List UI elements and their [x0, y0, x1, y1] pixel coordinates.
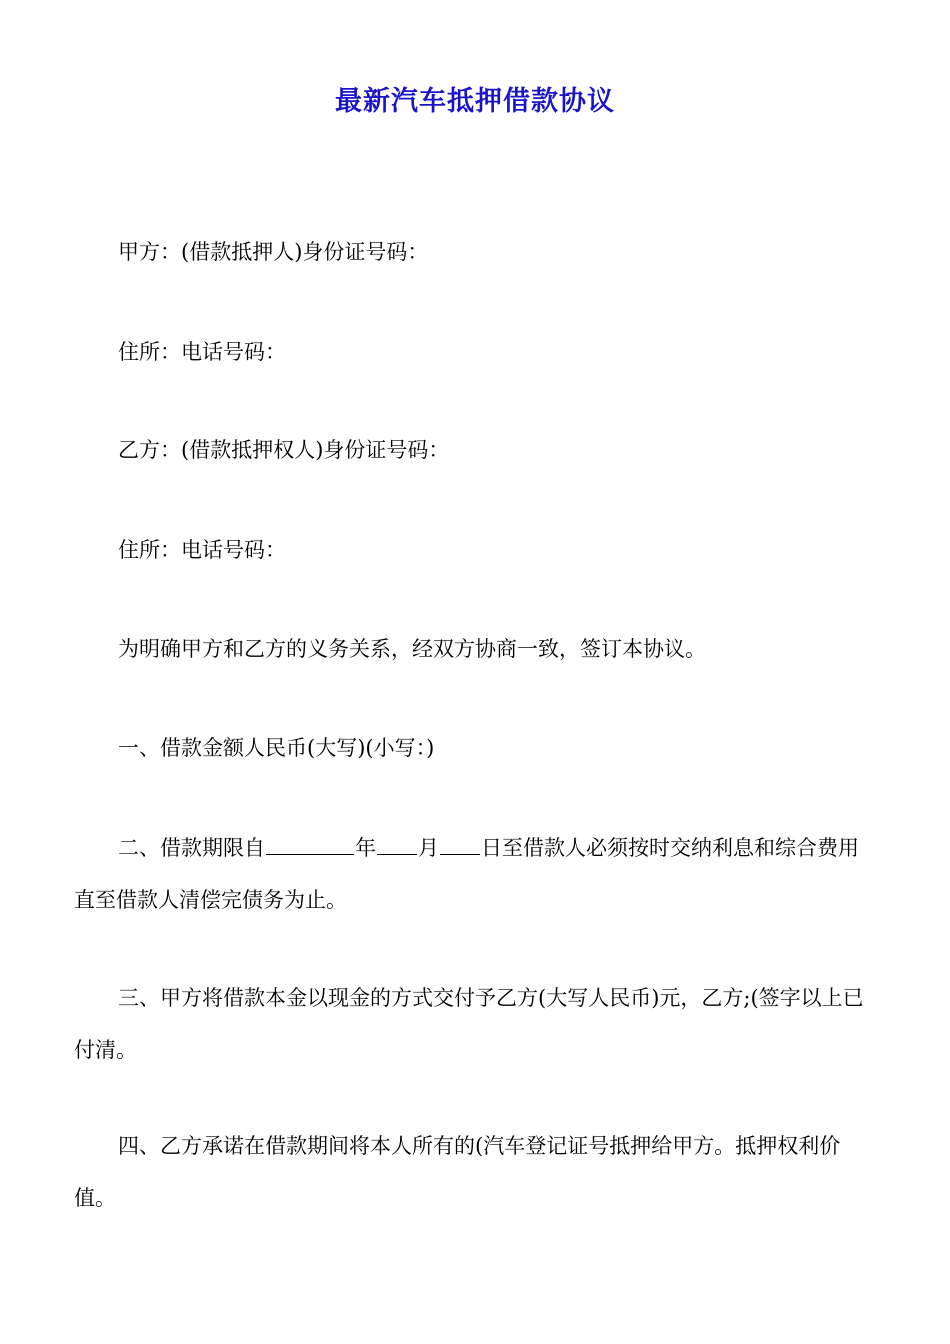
party-a-line: 甲方：(借款抵押人)身份证号码： — [118, 240, 429, 264]
month-blank — [377, 853, 417, 855]
year-blank — [266, 853, 354, 855]
preamble-paragraph: 为明确甲方和乙方的义务关系，经双方协商一致，签订本协议。 — [118, 637, 706, 661]
clause-2-month: 月 — [418, 836, 439, 860]
party-a-address-line: 住所：电话号码： — [118, 340, 286, 364]
clause-2-prefix: 二、借款期限自 — [118, 836, 265, 860]
party-b-line: 乙方：(借款抵押权人)身份证号码： — [118, 438, 450, 462]
clause-2-paragraph — [74, 822, 878, 926]
clause-1-paragraph: 一、借款金额人民币(大写)(小写：) — [118, 736, 435, 760]
document-title: 最新汽车抵押借款协议 — [335, 86, 615, 117]
clause-2-suffix: 日至借款人必须按时交纳利息和综合费用直至借款人清偿完债务为止。 — [74, 836, 859, 912]
party-b-address-line: 住所：电话号码： — [118, 538, 286, 562]
day-blank — [440, 853, 480, 855]
clause-4-paragraph: 四、乙方承诺在借款期间将本人所有的(汽车登记证号抵押给甲方。抵押权利价值。 — [74, 1134, 841, 1210]
clause-2-year: 年 — [355, 836, 376, 860]
clause-3-paragraph: 三、甲方将借款本金以现金的方式交付予乙方(大写人民币)元，乙方;(签字以上已付清。 — [74, 986, 864, 1062]
